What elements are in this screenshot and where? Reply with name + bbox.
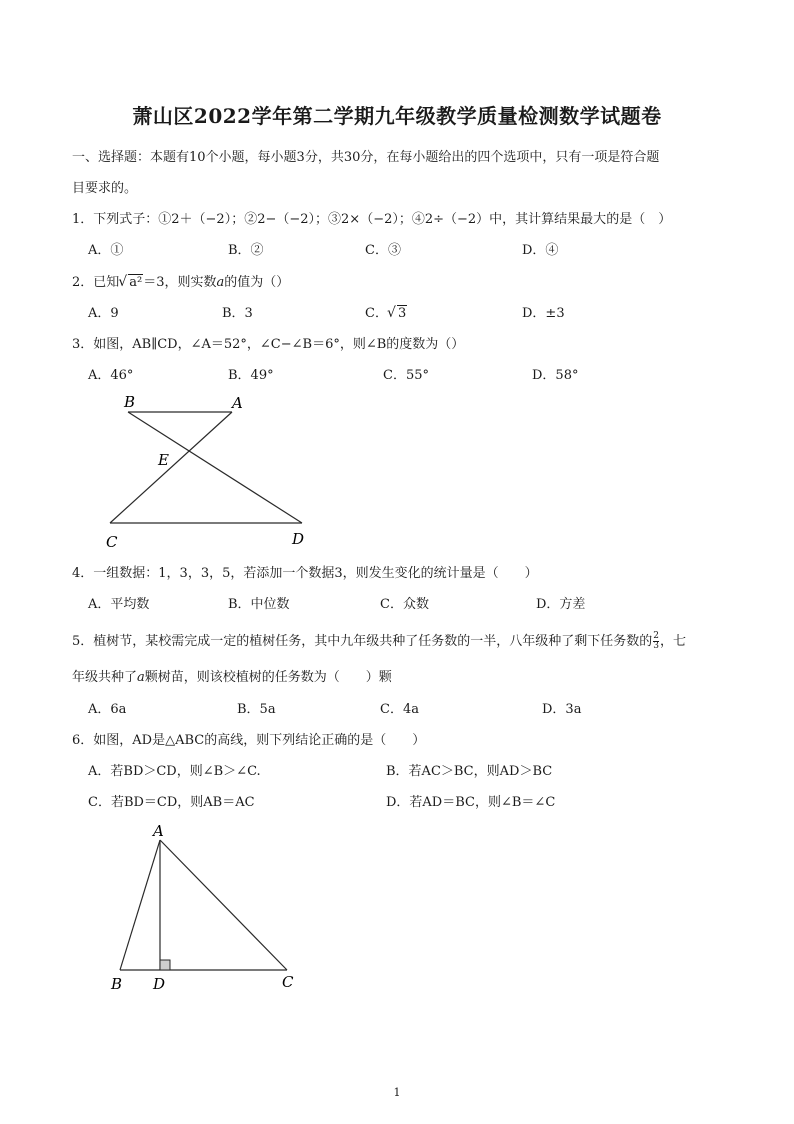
q1-option-d: D．④ <box>522 243 559 258</box>
q6-label-c: C <box>282 973 294 991</box>
q3-option-a: A．46° <box>88 368 134 383</box>
question-3-stem: 3．如图，AB∥CD，∠A＝52°，∠C−∠B＝6°，则∠B的度数为（） <box>72 337 465 352</box>
q3-label-d: D <box>292 530 305 548</box>
question-6-stem: 6．如图，AD是△ABC的高线，则下列结论正确的是（ ） <box>72 733 426 748</box>
q6-option-c: C．若BD＝CD，则AB＝AC <box>88 795 255 810</box>
q5-option-d: D．3a <box>542 702 582 717</box>
q3-label-c: C <box>106 533 118 551</box>
q2-radicand: a² <box>129 275 143 290</box>
q5-fraction-denominator: 3 <box>653 641 660 651</box>
exam-title: 萧山区2022学年第二学期九年级教学质量检测数学试题卷 <box>132 104 662 128</box>
q1-option-c: C．③ <box>365 243 401 258</box>
question-5-stem-line2 <box>72 666 392 685</box>
q5-stem2-pre: 年级共种了 <box>72 670 138 685</box>
q3-segment-bd <box>128 412 302 523</box>
q2-option-d: D．±3 <box>522 306 565 321</box>
q2-option-c-radicand: 3 <box>397 306 407 321</box>
q2-stem-prefix: 2．已知 <box>72 275 120 290</box>
q3-label-e: E <box>158 451 169 469</box>
q3-segment-ac <box>110 412 232 523</box>
q4-option-a: A．平均数 <box>88 597 150 612</box>
q6-label-b: B <box>111 975 123 993</box>
q3-option-b: B．49° <box>228 368 274 383</box>
q6-option-b: B．若AC＞BC，则AD＞BC <box>386 764 553 779</box>
q3-figure <box>100 390 320 555</box>
q6-segment-ac <box>160 840 287 970</box>
q1-option-a: A．① <box>88 243 124 258</box>
q5-stem1-end: ，七 <box>660 634 687 649</box>
q3-option-c: C．55° <box>383 368 429 383</box>
q3-option-d: D．58° <box>532 368 579 383</box>
section-instructions-line1: 一、选择题：本题有10个小题，每小题3分，共30分，在每小题给出的四个选项中，只有一项是符合题 <box>72 150 660 165</box>
q2-stem-middle: ＝3，则实数 <box>143 275 217 290</box>
question-4-stem: 4．一组数据：1，3，3，5，若添加一个数据3，则发生变化的统计量是（ ） <box>72 566 538 581</box>
q6-right-angle-mark <box>160 960 170 970</box>
q5-stem2-post: 颗树苗，则该校植树的任务数为（ ）颗 <box>144 670 392 685</box>
q4-option-d: D．方差 <box>536 597 586 612</box>
q6-figure <box>105 820 315 1000</box>
q3-label-a: A <box>232 394 243 412</box>
q5-option-a: A．6a <box>88 702 127 717</box>
q6-label-a: A <box>153 822 164 840</box>
q5-fraction <box>653 632 659 651</box>
q5-variable: a <box>137 670 145 685</box>
q2-stem-end: 的值为（） <box>224 275 290 290</box>
q6-label-d: D <box>153 975 166 993</box>
question-1-stem: 1．下列式子：①2＋（−2）；②2−（−2）；③2×（−2）；④2÷（−2）中，其计算结果最大的是（ ） <box>72 212 672 227</box>
q5-fraction-numerator: 2 <box>653 631 660 641</box>
q4-option-c: C．众数 <box>380 597 429 612</box>
q4-option-b: B．中位数 <box>228 597 290 612</box>
q5-stem1-text: 5．植树节，某校需完成一定的植树任务，其中九年级共种了任务数的一半，八年级种了剩下任务数的 <box>72 634 653 649</box>
q5-option-b: B．5a <box>237 702 276 717</box>
q5-option-c: C．4a <box>380 702 419 717</box>
q2-option-c-label: C． <box>365 306 388 321</box>
question-2-stem <box>72 271 289 290</box>
q6-segment-ab <box>120 840 160 970</box>
question-5-stem-line1 <box>72 630 686 651</box>
q6-option-a: A．若BD＞CD，则∠B＞∠C. <box>88 764 261 779</box>
q2-variable: a <box>216 275 225 290</box>
q1-option-b: B．② <box>228 243 264 258</box>
q2-sqrt-expression <box>119 275 143 290</box>
q2-option-a: A．9 <box>88 306 119 321</box>
q2-option-b: B．3 <box>222 306 253 321</box>
q2-option-c <box>365 302 407 321</box>
page-number: 1 <box>393 1086 401 1099</box>
q6-option-d: D．若AD＝BC，则∠B＝∠C <box>386 795 556 810</box>
section-instructions-line2: 目要求的。 <box>72 181 138 196</box>
q3-label-b: B <box>124 393 136 411</box>
q2-option-c-sqrt <box>388 306 407 321</box>
